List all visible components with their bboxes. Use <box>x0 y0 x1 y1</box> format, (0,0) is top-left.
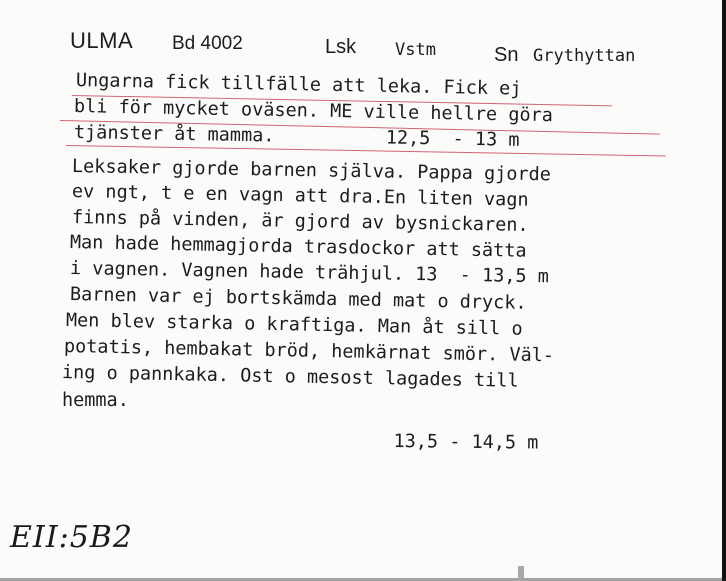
text-line: hemma. <box>62 390 129 411</box>
text-line: tjänster åt mamma. 12,5 - 13 m <box>73 122 520 151</box>
parish-value: Grythyttan <box>533 46 636 66</box>
text-line: Ungarna fick tillfälle att leka. Fick ej <box>75 70 522 100</box>
handwritten-signature: EII:5B2 <box>10 520 133 555</box>
region-value: Vstm <box>395 40 436 60</box>
card-edge <box>722 0 726 581</box>
text-line: Barnen var ej bortskämda med mat o dryck. <box>69 284 527 314</box>
sn-label: Sn <box>494 44 519 66</box>
text-line: 13,5 - 14,5 m <box>103 428 539 454</box>
text-line: finns på vinden, är gjord av bysnickaren. <box>71 207 529 236</box>
lsk-label: Lsk <box>325 36 357 58</box>
text-line: potatis, hembakat bröd, hemkärnat smör. Väl- <box>63 336 555 367</box>
reference-number: Bd 4002 <box>172 33 243 54</box>
scan-speck <box>518 566 524 578</box>
text-line: Leksaker gjorde barnen själva. Pappa gjorde <box>71 156 552 186</box>
text-line: bli för mycket oväsen. ME ville hellre göra <box>73 96 554 127</box>
archive-name: ULMA <box>70 28 134 53</box>
text-line: ing o pannkaka. Ost o mesost lagades till <box>61 362 519 392</box>
text-line: Men blev starka o kraftiga. Man åt sill o <box>65 310 523 340</box>
text-line: Man hade hemmagjorda trasdockor att sätta <box>69 232 527 262</box>
text-line: i vagnen. Vagnen hade trähjul. 13 - 13,5 m <box>69 258 550 288</box>
text-line: ev ngt, t e en vagn att dra.En liten vagn <box>71 181 529 211</box>
